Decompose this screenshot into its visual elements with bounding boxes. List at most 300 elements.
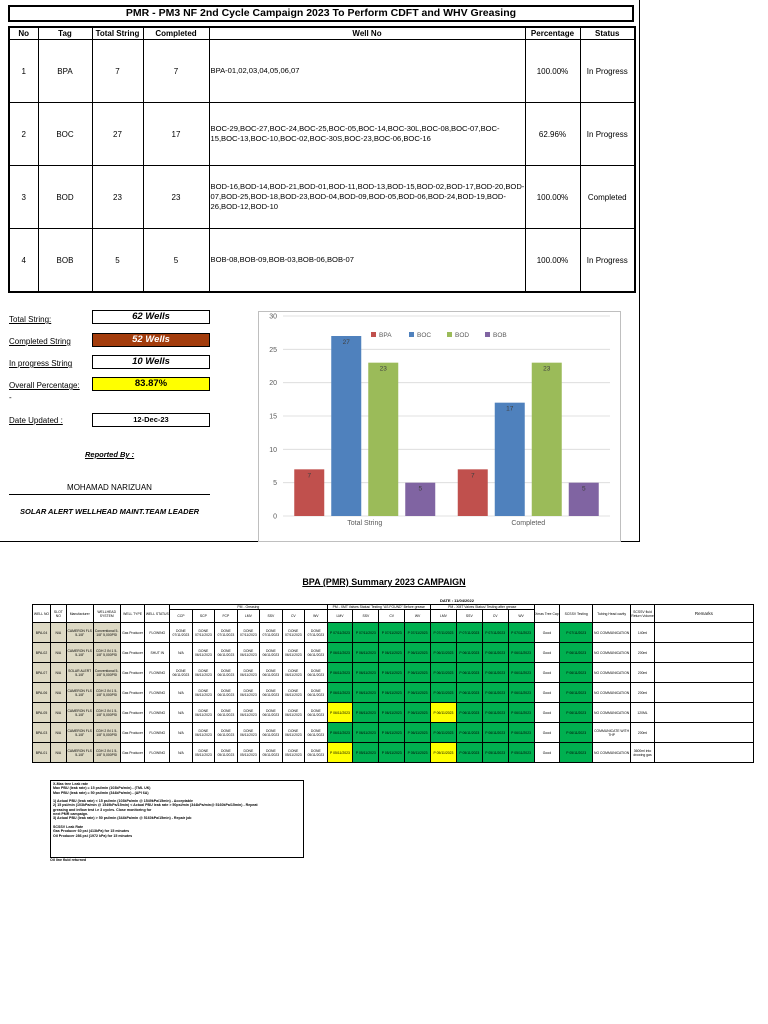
chart-legend-label: BOD — [455, 332, 470, 339]
bpa-row — [33, 623, 754, 643]
bpa-cell-well: BPA-07 — [33, 663, 51, 683]
overall-percentage-label: Overall Percentage: — [9, 381, 80, 390]
summary-table — [8, 26, 636, 293]
bpa-cell-grease: DONE 07/11/2023 — [260, 623, 282, 643]
chart-data-label: 23 — [543, 365, 551, 373]
bpa-cell-after: P 06/11/2023 — [508, 723, 534, 743]
bpa-cell-after: P 06/11/2023 — [508, 683, 534, 703]
summary-cell-completed: 5 — [143, 229, 209, 293]
bpa-cell-status: FLOWING — [145, 623, 170, 643]
summary-header-cell: Status — [580, 27, 635, 40]
inprogress-string-value: 10 Wells — [92, 355, 210, 369]
bpa-header-manuf: Manufacturer — [66, 605, 93, 623]
bpa-row — [33, 643, 754, 663]
bpa-cell-scssv: P 06/11/2023 — [560, 723, 593, 743]
bpa-group-after: PM - XMT Valves Status/ Testing after grease — [431, 605, 534, 610]
bpa-header-cavity: Tubing Head cavity — [592, 605, 630, 623]
bpa-cell-status: FLOWING — [145, 723, 170, 743]
bpa-cell-status: FLOWING — [145, 703, 170, 723]
bpa-cell-scp: DONE 05/11/2023 — [192, 743, 214, 763]
bpa-header-system: WELLHEAD SYSTEM — [93, 605, 120, 623]
bpa-header-remarks: Remarks — [654, 605, 753, 623]
bpa-cell-after: P 06/11/2023 — [508, 663, 534, 683]
chart-ytick-label: 15 — [269, 413, 277, 421]
note-line: Max PBU (leak rate) = 50 psi/min (344kPa/min) - (API 6A) — [53, 790, 149, 795]
bpa-subheader-cell: WV — [508, 610, 534, 623]
bpa-cell-grease: DONE 06/11/2023 — [215, 683, 237, 703]
summary-row — [9, 229, 635, 293]
bpa-cell-xmas: Good — [534, 743, 560, 763]
completed-string-label: Completed String — [9, 337, 71, 346]
bpa-date: DATE : 11/04/2022 — [440, 598, 474, 603]
summary-cell-tag: BOD — [38, 166, 92, 229]
note-line: Gas Producer 60 psi (413kPa) for 15 minutes — [53, 829, 130, 834]
bpa-cell-remarks — [654, 643, 753, 663]
bpa-cell-well: BPA-01 — [33, 743, 51, 763]
chart-legend-swatch — [409, 332, 414, 337]
bpa-cell-scssv: P 07/11/2023 — [560, 623, 593, 643]
bpa-cell-grease: DONE 06/11/2023 — [282, 643, 304, 663]
fluid-note: Oil line fluid returned — [50, 858, 87, 862]
bpa-cell-scp: DONE 06/11/2023 — [192, 703, 214, 723]
summary-cell-total: 7 — [92, 40, 143, 103]
bpa-cell-fluid: 120ML — [631, 703, 655, 723]
bpa-cell-fluid: 200ml — [631, 643, 655, 663]
chart-ytick-label: 0 — [273, 513, 277, 521]
summary-cell-no: 1 — [9, 40, 38, 103]
summary-cell-pct: 62.96% — [525, 103, 580, 166]
bpa-cell-status: FLOWING — [145, 663, 170, 683]
bpa-cell-grease: DONE 06/11/2023 — [282, 723, 304, 743]
bpa-header-well: WELL NO — [33, 605, 51, 623]
bpa-subheader-cell: WV — [305, 610, 327, 623]
note-line: 1) Actual PBU (leak rate) < 15 psi/min (103kPa/min @ 1549kPa/15min) - Acceptable — [53, 799, 193, 804]
bpa-cell-asfound: P 06/11/2023 — [379, 723, 405, 743]
summary-cell-pct: 100.00% — [525, 40, 580, 103]
summary-cell-total: 5 — [92, 229, 143, 293]
signature-line — [9, 494, 210, 495]
progress-chart — [258, 311, 621, 542]
bpa-cell-asfound: P 06/11/2023 — [405, 703, 431, 723]
progress-chart-svg — [259, 312, 620, 541]
summary-header-cell: Total String — [92, 27, 143, 40]
bpa-row — [33, 663, 754, 683]
bpa-cell-grease: DONE 07/11/2023 — [237, 623, 259, 643]
bpa-cell-grease: DONE 05/11/2023 — [260, 743, 282, 763]
bpa-cell-asfound: P 06/11/2023 — [405, 663, 431, 683]
bpa-cell-status: FLOWING — [145, 683, 170, 703]
date-updated-label: Date Updated : — [9, 416, 63, 425]
note-line: next PMR campaign. — [53, 812, 89, 817]
bpa-subheader-cell: SSV — [353, 610, 379, 623]
bpa-cell-grease: DONE 05/11/2023 — [237, 743, 259, 763]
chart-category-label: Total String — [347, 520, 383, 527]
summary-header-cell: Completed — [143, 27, 209, 40]
bpa-cell-ccp: N/A — [170, 723, 192, 743]
bpa-cell-scssv: P 05/11/2023 — [560, 743, 593, 763]
bpa-cell-asfound: P 05/11/2023 — [353, 743, 379, 763]
completed-string-value: 52 Wells — [92, 333, 210, 347]
chart-ytick-label: 20 — [269, 380, 277, 388]
bpa-cell-asfound: P 06/11/2023 — [405, 683, 431, 703]
bpa-cell-xmas: Good — [534, 723, 560, 743]
bpa-cell-asfound: P 06/11/2023 — [379, 663, 405, 683]
chart-data-label: 7 — [307, 472, 312, 480]
bpa-cell-slot: N/A — [50, 663, 66, 683]
bpa-cell-asfound: P 06/11/2023 — [379, 683, 405, 703]
summary-cell-no: 4 — [9, 229, 38, 293]
bpa-subheader-cell: CV — [379, 610, 405, 623]
bpa-cell-asfound: P 07/11/2023 — [353, 623, 379, 643]
bpa-cell-grease: DONE 06/11/2023 — [260, 643, 282, 663]
bpa-cell-asfound: P 07/11/2023 — [327, 623, 353, 643]
bpa-cell-type: Gas Producer — [120, 743, 145, 763]
bpa-cell-ccp: N/A — [170, 643, 192, 663]
chart-bar-boc — [495, 403, 525, 516]
bpa-cell-ccp: N/A — [170, 743, 192, 763]
bpa-group-greasing: PM - Greasing — [170, 605, 327, 610]
chart-ytick-label: 30 — [269, 313, 277, 321]
bpa-row — [33, 723, 754, 743]
note-line: 2) 15 psi/min (103kPa/min @ 1549kPa/15min) < Actual PBU leak rate > 50psi/min (344kPa/min@ 5160kPa/15min) - Repeat — [53, 803, 258, 808]
bpa-cell-after: P 05/11/2023 — [431, 743, 457, 763]
bpa-cell-remarks — [654, 743, 753, 763]
bpa-cell-after: P 07/11/2023 — [456, 623, 482, 643]
bpa-cell-grease: DONE 06/11/2023 — [215, 663, 237, 683]
bpa-cell-cavity: NO COMMUNICATION — [592, 743, 630, 763]
chart-data-label: 17 — [506, 405, 514, 413]
bpa-subheader-cell: CV — [282, 610, 304, 623]
bpa-cell-remarks — [654, 683, 753, 703]
bpa-cell-remarks — [654, 703, 753, 723]
bpa-cell-after: P 06/11/2023 — [431, 643, 457, 663]
bpa-subheader-cell: CCP — [170, 610, 192, 623]
bpa-cell-asfound: P 07/11/2023 — [379, 623, 405, 643]
bpa-cell-well: BPA-06 — [33, 683, 51, 703]
bpa-cell-slot: N/A — [50, 643, 66, 663]
bpa-cell-cavity: NO COMMUNICATION — [592, 663, 630, 683]
summary-header-cell: Percentage — [525, 27, 580, 40]
bpa-cell-manuf: CAMERON FLS 5-1/8" — [66, 683, 93, 703]
note-line: greasing and inflow test i.e 3 cycles. Close monitoring for — [53, 807, 152, 812]
bpa-cell-grease: DONE 06/11/2023 — [237, 663, 259, 683]
bpa-cell-remarks — [654, 623, 753, 643]
chart-data-label: 5 — [581, 485, 586, 493]
bpa-cell-status: SHUT IN — [145, 643, 170, 663]
bpa-cell-grease: DONE 06/11/2023 — [237, 643, 259, 663]
bpa-cell-type: Gas Producer — [120, 623, 145, 643]
bpa-cell-slot: N/A — [50, 623, 66, 643]
bpa-cell-after: P 07/11/2023 — [508, 623, 534, 643]
bpa-cell-asfound: P 05/11/2023 — [405, 743, 431, 763]
bpa-cell-cavity: NO COMMUNICATION — [592, 703, 630, 723]
summary-cell-pct: 100.00% — [525, 229, 580, 293]
bpa-cell-system: Conventional 5-1/8" 5,000PSI — [93, 623, 120, 643]
bpa-cell-grease: DONE 06/11/2023 — [282, 703, 304, 723]
summary-header-cell: Well No — [209, 27, 525, 40]
note-line: Oil Producer 286 psi (1972 kPa) for 15 minutes — [53, 833, 133, 838]
bpa-cell-grease: DONE 06/11/2023 — [282, 663, 304, 683]
bpa-cell-type: Gas Producer — [120, 703, 145, 723]
summary-cell-tag: BOC — [38, 103, 92, 166]
bpa-subheader-cell: LMV — [237, 610, 259, 623]
bpa-cell-asfound: P 05/11/2023 — [379, 743, 405, 763]
summary-header-row — [9, 27, 635, 40]
bpa-cell-grease: DONE 07/11/2023 — [305, 623, 327, 643]
bpa-cell-slot: N/A — [50, 723, 66, 743]
bpa-cell-well: BPA-03 — [33, 723, 51, 743]
bpa-subheader-cell: FCP — [215, 610, 237, 623]
summary-cell-wells: BOD-16,BOD-14,BOD-21,BOD-01,BOD-11,BOD-13,BOD-15,BOD-02,BOD-17,BOD-20,BOD-07,BOD-25,BOD-18,BOD-23,BOD-04,BOD-09,BOD-05,BOD-06,BOD-24,BOD-19,BOD-26,BOD-12,BOD-10 — [209, 166, 525, 229]
bpa-cell-after: P 06/11/2023 — [431, 723, 457, 743]
reported-by-label: Reported By : — [85, 450, 135, 459]
summary-cell-tag: BOB — [38, 229, 92, 293]
bpa-cell-ccp: N/A — [170, 683, 192, 703]
bpa-cell-grease: DONE 06/11/2023 — [305, 683, 327, 703]
bpa-cell-system: CDH 2 IN 1 5-1/8" 5,000PSI — [93, 723, 120, 743]
bpa-table — [32, 604, 754, 763]
summary-title: PMR - PM3 NF 2nd Cycle Campaign 2023 To Perform CDFT and WHV Greasing — [8, 5, 634, 22]
bpa-subheader-cell: SSV — [260, 610, 282, 623]
bpa-cell-asfound: P 06/11/2023 — [379, 703, 405, 723]
bpa-cell-grease: DONE 07/11/2023 — [215, 623, 237, 643]
bpa-cell-remarks — [654, 663, 753, 683]
bpa-cell-status: FLOWING — [145, 743, 170, 763]
summary-cell-wells: BPA-01,02,03,04,05,06,07 — [209, 40, 525, 103]
bpa-cell-after: P 06/11/2023 — [456, 723, 482, 743]
summary-cell-completed: 23 — [143, 166, 209, 229]
summary-cell-status: Completed — [580, 166, 635, 229]
bpa-cell-grease: DONE 06/11/2023 — [237, 723, 259, 743]
bpa-cell-asfound: P 06/11/2023 — [353, 723, 379, 743]
total-string-label: Total String: — [9, 315, 52, 324]
bpa-cell-fluid: 200ml — [631, 683, 655, 703]
bpa-subheader-cell: WV — [405, 610, 431, 623]
summary-cell-total: 27 — [92, 103, 143, 166]
bpa-cell-cavity: COMMUNICATE WITH THP — [592, 723, 630, 743]
bpa-cell-asfound: P 06/11/2023 — [327, 703, 353, 723]
bpa-header-type: WELL TYPE — [120, 605, 145, 623]
bpa-cell-after: P 06/11/2023 — [482, 703, 508, 723]
bpa-cell-well: BPA-04 — [33, 623, 51, 643]
bpa-cell-asfound: P 06/11/2023 — [405, 723, 431, 743]
bpa-group-header-row — [33, 605, 754, 610]
bpa-cell-after: P 06/11/2023 — [482, 663, 508, 683]
bpa-cell-grease: DONE 06/11/2023 — [305, 723, 327, 743]
bpa-cell-cavity: NO COMMUNICATION — [592, 623, 630, 643]
chart-legend-label: BOC — [417, 332, 432, 339]
bpa-cell-after: P 06/11/2023 — [508, 703, 534, 723]
leak-rate-notes — [50, 780, 304, 858]
summary-header-cell: No — [9, 27, 38, 40]
bpa-cell-asfound: P 06/11/2023 — [353, 663, 379, 683]
bpa-cell-grease: DONE 06/11/2023 — [260, 683, 282, 703]
bpa-header-status: WELL STATUS — [145, 605, 170, 623]
chart-bar-bod — [368, 363, 398, 516]
summary-row — [9, 40, 635, 103]
bpa-cell-grease: DONE 06/11/2023 — [260, 663, 282, 683]
bpa-cell-grease: DONE 06/11/2023 — [237, 683, 259, 703]
bpa-cell-grease: DONE 05/11/2023 — [282, 743, 304, 763]
bpa-cell-slot: N/A — [50, 743, 66, 763]
summary-cell-total: 23 — [92, 166, 143, 229]
bpa-cell-manuf: CAMERON FLS 5-1/8" — [66, 723, 93, 743]
bpa-subheader-cell: LMV — [431, 610, 457, 623]
bpa-cell-after: P 06/11/2023 — [456, 703, 482, 723]
reporter-title: SOLAR ALERT WELLHEAD MAINT.TEAM LEADER — [19, 507, 200, 516]
bpa-cell-grease: DONE 06/11/2023 — [282, 683, 304, 703]
bpa-cell-xmas: Good — [534, 703, 560, 723]
bpa-cell-manuf: CAMERON FLS 5-1/8" — [66, 623, 93, 643]
bpa-cell-after: P 06/11/2023 — [431, 663, 457, 683]
summary-header-cell: Tag — [38, 27, 92, 40]
bpa-cell-system: CDH 2 IN 1 5-1/8" 5,000PSI — [93, 703, 120, 723]
bpa-cell-grease: DONE 05/11/2023 — [215, 743, 237, 763]
bpa-cell-system: CDH 2 IN 1 5-1/8" 5,000PSI — [93, 743, 120, 763]
summary-cell-completed: 7 — [143, 40, 209, 103]
bpa-subheader-cell: CV — [482, 610, 508, 623]
bpa-cell-grease: DONE 06/11/2023 — [215, 703, 237, 723]
bpa-cell-grease: DONE 06/11/2023 — [215, 643, 237, 663]
bpa-cell-grease: DONE 05/11/2023 — [305, 743, 327, 763]
bpa-cell-after: P 05/11/2023 — [456, 743, 482, 763]
bpa-cell-after: P 07/11/2023 — [431, 623, 457, 643]
dash-mark: - — [9, 393, 12, 402]
chart-data-label: 27 — [342, 339, 350, 346]
bpa-cell-scp: DONE 06/11/2023 — [192, 643, 214, 663]
bpa-cell-scssv: P 06/11/2023 — [560, 643, 593, 663]
overall-percentage-value: 83.87% — [92, 377, 210, 391]
bpa-cell-system: CDH 2 IN 1 5-1/8" 5,000PSI — [93, 643, 120, 663]
summary-cell-tag: BPA — [38, 40, 92, 103]
bpa-cell-grease: DONE 06/11/2023 — [260, 703, 282, 723]
bpa-cell-grease: DONE 06/11/2023 — [305, 663, 327, 683]
bpa-cell-xmas: Good — [534, 623, 560, 643]
bpa-cell-after: P 07/11/2023 — [482, 623, 508, 643]
summary-cell-no: 3 — [9, 166, 38, 229]
note-line: SCSSV Leak Rate — [53, 824, 84, 829]
bpa-cell-scp: DONE 06/11/2023 — [192, 723, 214, 743]
bpa-summary-title: BPA (PMR) Summary 2023 CAMPAIGN — [302, 577, 466, 587]
bpa-cell-well: BPA-02 — [33, 643, 51, 663]
summary-cell-no: 2 — [9, 103, 38, 166]
summary-cell-completed: 17 — [143, 103, 209, 166]
bpa-cell-fluid: 3600ml into drowing gas — [631, 743, 655, 763]
bpa-cell-xmas: Good — [534, 663, 560, 683]
bpa-cell-manuf: CAMERON FLS 5-1/8" — [66, 703, 93, 723]
bpa-cell-asfound: P 06/11/2023 — [327, 683, 353, 703]
bpa-cell-scp: DONE 07/11/2023 — [192, 623, 214, 643]
chart-ytick-label: 5 — [273, 480, 277, 488]
note-line: X-Mas tree Leak rate — [53, 782, 88, 786]
bpa-cell-scp: DONE 06/11/2023 — [192, 663, 214, 683]
bpa-header-xmas: Xmas Tree Cap — [534, 605, 560, 623]
bpa-cell-after: P 05/11/2023 — [508, 743, 534, 763]
bpa-cell-after: P 06/11/2023 — [482, 643, 508, 663]
bpa-subheader-cell: SSV — [456, 610, 482, 623]
chart-legend-label: BOB — [493, 332, 507, 339]
chart-legend-swatch — [485, 332, 490, 337]
bpa-cell-grease: DONE 06/11/2023 — [305, 643, 327, 663]
chart-legend-label: BPA — [379, 332, 392, 339]
chart-data-label: 5 — [418, 485, 423, 493]
bpa-cell-type: Gas Producer — [120, 723, 145, 743]
chart-ytick-label: 25 — [269, 346, 277, 354]
bpa-cell-asfound: P 06/11/2023 — [405, 643, 431, 663]
bpa-cell-grease: DONE 06/11/2023 — [237, 703, 259, 723]
bpa-cell-asfound: P 06/11/2023 — [327, 643, 353, 663]
bpa-cell-manuf: CAMERON FLS 5-1/8" — [66, 743, 93, 763]
bpa-cell-scssv: P 06/11/2023 — [560, 663, 593, 683]
chart-data-label: 7 — [470, 472, 475, 480]
bpa-cell-type: Gas Producer — [120, 643, 145, 663]
bpa-cell-asfound: P 07/11/2023 — [405, 623, 431, 643]
bpa-cell-manuf: SOLAR ALERT 5-1/8" — [66, 663, 93, 683]
inprogress-string-label: In progress String — [9, 359, 73, 368]
bpa-cell-system: CDH 2 IN 1 5-1/8" 5,000PSI — [93, 683, 120, 703]
bpa-header-fluid: SCSSV fluid Return Volume — [631, 605, 655, 623]
bpa-row — [33, 683, 754, 703]
bpa-cell-scssv: P 06/11/2023 — [560, 703, 593, 723]
bpa-cell-after: P 06/11/2023 — [482, 683, 508, 703]
bpa-cell-asfound: P 06/11/2023 — [353, 643, 379, 663]
bpa-cell-scssv: P 06/11/2023 — [560, 683, 593, 703]
chart-bar-boc — [331, 336, 361, 516]
note-line: 3) Actual PBU (leak rate) > 50 psi/min (344kPa/min @ 5160kPa/15min) - Repair job — [53, 816, 192, 821]
summary-cell-pct: 100.00% — [525, 166, 580, 229]
bpa-cell-ccp: DONE 07/11/2023 — [170, 623, 192, 643]
bpa-cell-asfound: P 06/11/2023 — [327, 723, 353, 743]
bpa-row — [33, 703, 754, 723]
bpa-cell-after: P 06/11/2023 — [482, 723, 508, 743]
chart-legend-swatch — [371, 332, 376, 337]
bpa-header-slot: SLOT NO — [50, 605, 66, 623]
bpa-cell-xmas: Good — [534, 683, 560, 703]
chart-data-label: 23 — [379, 365, 387, 373]
bpa-cell-grease: DONE 06/11/2023 — [305, 703, 327, 723]
date-updated-value: 12-Dec-23 — [92, 413, 210, 427]
bpa-cell-after: P 06/11/2023 — [456, 663, 482, 683]
summary-cell-status: In Progress — [580, 103, 635, 166]
bpa-cell-after: P 06/11/2023 — [456, 643, 482, 663]
chart-legend-swatch — [447, 332, 452, 337]
bpa-cell-fluid: 200ml — [631, 663, 655, 683]
bpa-cell-after: P 06/11/2023 — [431, 703, 457, 723]
bpa-cell-fluid: 200ml — [631, 723, 655, 743]
summary-cell-wells: BOC-29,BOC-27,BOC-24,BOC-25,BOC-05,BOC-14,BOC-30L,BOC-08,BOC-07,BOC-15,BOC-13,BOC-10,BOC-02,BOC-30S,BOC-23,BOC-06,BOC-16 — [209, 103, 525, 166]
bpa-cell-grease: DONE 06/11/2023 — [215, 723, 237, 743]
reporter-name: MOHAMAD NARIZUAN — [67, 483, 152, 492]
bpa-cell-remarks — [654, 723, 753, 743]
bpa-cell-after: P 06/11/2023 — [431, 683, 457, 703]
summary-cell-wells: BOB-08,BOB-09,BOB-03,BOB-06,BOB-07 — [209, 229, 525, 293]
summary-row — [9, 166, 635, 229]
bpa-cell-after: P 06/11/2023 — [456, 683, 482, 703]
bpa-cell-ccp: DONE 06/11/2023 — [170, 663, 192, 683]
bpa-cell-system: Conventional 5-1/8" 5,000PSI — [93, 663, 120, 683]
bpa-cell-asfound: P 06/11/2023 — [327, 663, 353, 683]
bpa-cell-slot: N/A — [50, 703, 66, 723]
bpa-subheader-cell: LMV — [327, 610, 353, 623]
bpa-cell-ccp: N/A — [170, 703, 192, 723]
chart-bar-bod — [532, 363, 562, 516]
bpa-group-asfound: PM - XMT Valves Status/ Testing "AS FOUND" Before grease — [327, 605, 430, 610]
bpa-row — [33, 743, 754, 763]
bpa-header-scssv: SCSSV Testing — [560, 605, 593, 623]
bpa-cell-after: P 05/11/2023 — [482, 743, 508, 763]
total-string-value: 62 Wells — [92, 310, 210, 324]
bpa-subheader-cell: SCP — [192, 610, 214, 623]
